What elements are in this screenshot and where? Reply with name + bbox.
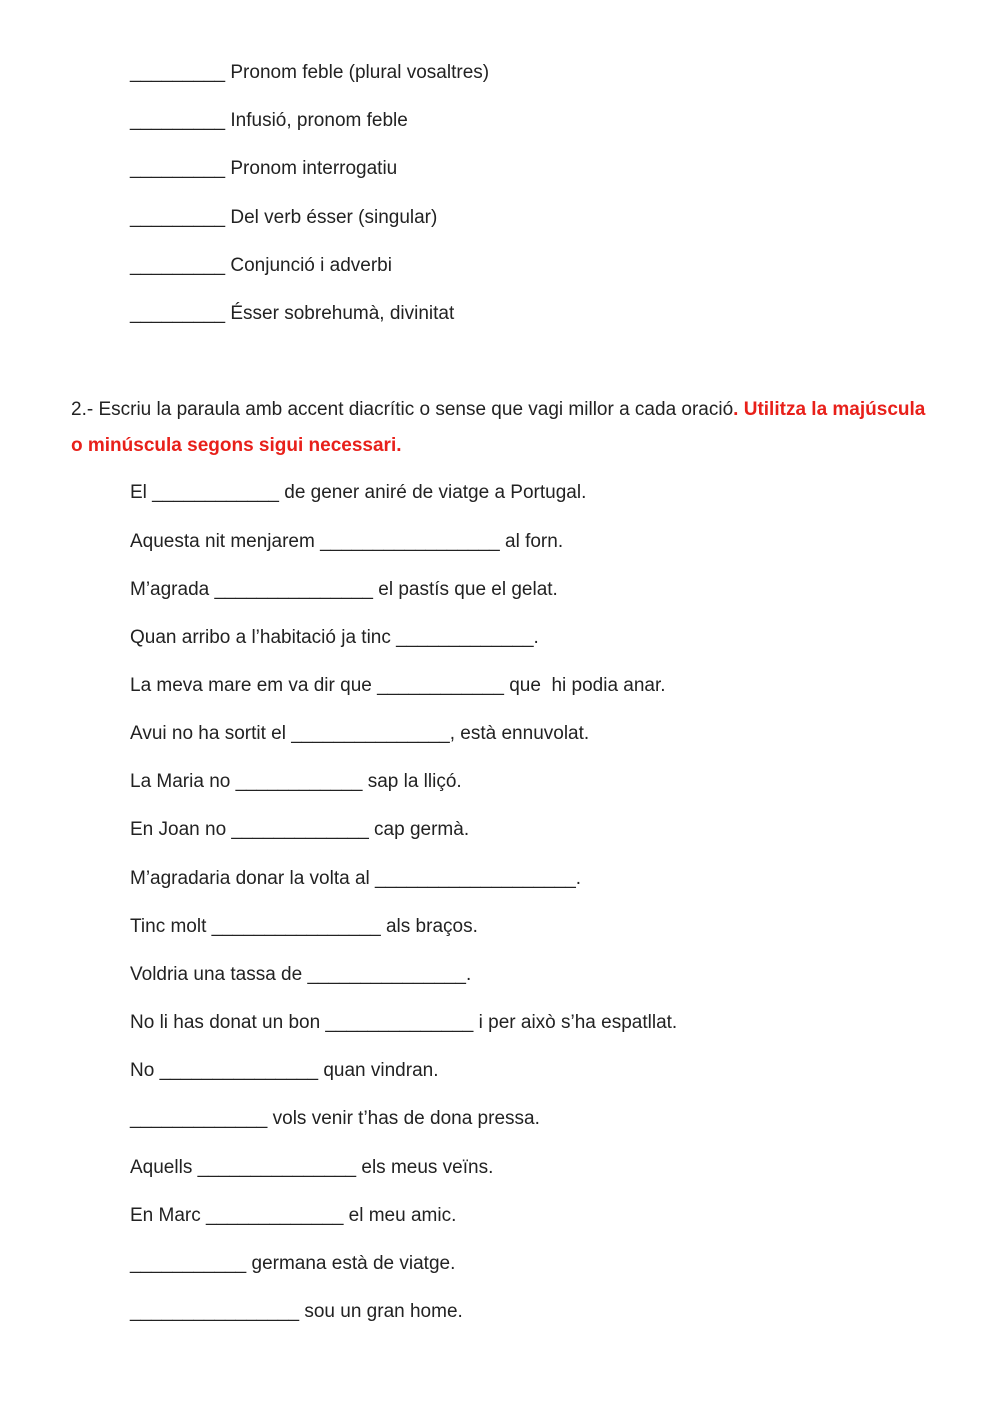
clue-item: _________ Del verb ésser (singular) xyxy=(130,207,438,228)
sentence-item: La Maria no ____________ sap la lliçó. xyxy=(130,771,462,792)
sentence-item: En Joan no _____________ cap germà. xyxy=(130,819,470,840)
sentence-item: ___________ germana està de viatge. xyxy=(130,1253,456,1274)
section-2-instruction xyxy=(71,392,931,464)
clue-item: _________ Infusió, pronom feble xyxy=(130,110,408,131)
sentence-item: Avui no ha sortit el _______________, està ennuvolat. xyxy=(130,723,590,744)
sentence-item: La meva mare em va dir que ____________ que hi podia anar. xyxy=(130,675,666,696)
sentence-item: Voldria una tassa de _______________. xyxy=(130,964,472,985)
instruction-text: 2.- Escriu la paraula amb accent diacrític o sense que vagi millor a cada oració xyxy=(71,399,734,420)
clue-item: _________ Ésser sobrehumà, divinitat xyxy=(130,303,455,324)
sentence-item: ________________ sou un gran home. xyxy=(130,1301,463,1322)
clue-item: _________ Pronom interrogatiu xyxy=(130,158,398,179)
clue-item: _________ Conjunció i adverbi xyxy=(130,255,392,276)
sentence-item: No _______________ quan vindran. xyxy=(130,1060,439,1081)
sentence-item: M’agrada _______________ el pastís que el gelat. xyxy=(130,579,558,600)
sentence-item: M’agradaria donar la volta al ___________________. xyxy=(130,868,582,889)
sentence-item: Aquells _______________ els meus veïns. xyxy=(130,1157,494,1178)
sentence-item: El ____________ de gener aniré de viatge a Portugal. xyxy=(130,482,587,503)
clue-item: _________ Pronom feble (plural vosaltres) xyxy=(130,62,490,83)
sentence-item: Quan arribo a l’habitació ja tinc _____________. xyxy=(130,627,539,648)
sentence-item: _____________ vols venir t’has de dona pressa. xyxy=(130,1108,540,1129)
sentence-item: No li has donat un bon ______________ i per això s’ha espatllat. xyxy=(130,1012,678,1033)
sentence-item: En Marc _____________ el meu amic. xyxy=(130,1205,457,1226)
sentence-item: Tinc molt ________________ als braços. xyxy=(130,916,478,937)
instruction-highlight: . Utilitza la majúscula o minúscula segons sigui necessari. xyxy=(71,399,926,456)
sentence-item: Aquesta nit menjarem _________________ al forn. xyxy=(130,531,564,552)
